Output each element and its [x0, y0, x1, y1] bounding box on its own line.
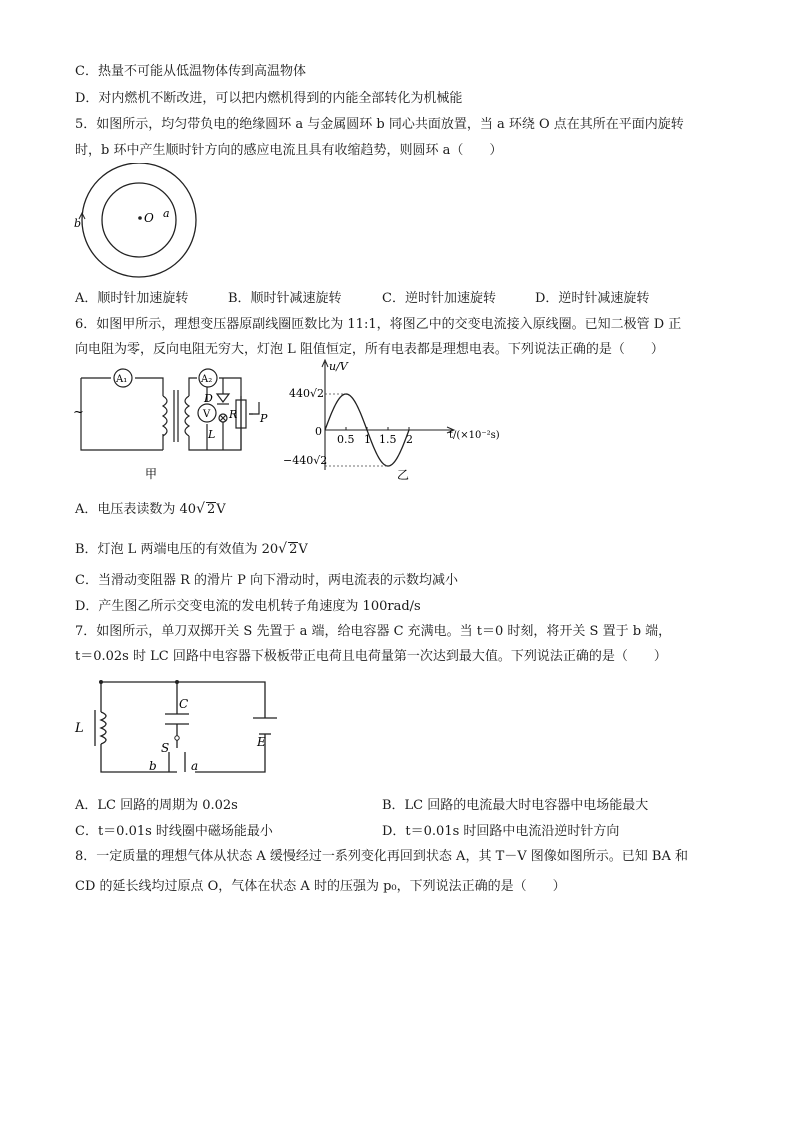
x-tick-label: 0.5 — [337, 433, 355, 446]
q5-option-a: A．顺时针加速旋转 — [75, 291, 189, 306]
x-tick-label: 1.5 — [379, 433, 397, 446]
q7-option-a: A．LC 回路的周期为 0.02s — [75, 798, 238, 813]
label-l: L — [208, 428, 216, 441]
label-a: a — [163, 207, 170, 220]
q5-option-b: B．顺时针减速旋转 — [228, 291, 342, 306]
q8-stem-line2: CD 的延长线均过原点 O，气体在状态 A 时的压强为 p₀，下列说法正确的是（ ） — [75, 879, 566, 894]
q6-option-a-root: 2 — [207, 502, 216, 517]
q6-stem-line2: 向电阻为零，反向电阻无穷大，灯泡 L 阻值恒定，所有电表都是理想电表。下列说法正确的是（ ） — [75, 342, 664, 357]
q5-option-d: D．逆时针减速旋转 — [535, 291, 650, 306]
label-d: D — [204, 392, 213, 405]
q8-stem-line1: 8．一定质量的理想气体从状态 A 缓慢经过一系列变化再回到状态 A，其 T－V 图像如图所示。已知 BA 和 — [75, 849, 688, 864]
q7-option-b: B．LC 回路的电流最大时电容器中电场能最大 — [382, 798, 649, 813]
label-e: E — [257, 735, 266, 749]
origin-label: 0 — [315, 425, 322, 438]
label-b: b — [74, 217, 82, 230]
option-c-prev: C．热量不可能从低温物体传到高温物体 — [75, 64, 306, 79]
q7-figure — [73, 674, 283, 784]
q6-option-c: C．当滑动变阻器 R 的滑片 P 向下滑动时，两电流表的示数均减小 — [75, 573, 459, 588]
q6-option-b-text: B．灯泡 L 两端电压的有效值为 20 — [75, 542, 279, 557]
q6-option-b: B．灯泡 L 两端电压的有效值为 20√ 2V — [75, 541, 308, 557]
q7-option-d: D．t＝0.01s 时回路中电流沿逆时针方向 — [382, 824, 620, 839]
q5-figure — [72, 163, 212, 283]
q7-stem-line1: 7．如图所示，单刀双掷开关 S 先置于 a 端，给电容器 C 充满电。当 t＝0 时刻，将开关 S 置于 b 端， — [75, 624, 672, 639]
x-tick-label: 2 — [406, 433, 413, 446]
label-p: P — [260, 412, 268, 425]
label-a2: A₂ — [201, 374, 213, 385]
caption-yi: 乙 — [397, 468, 410, 482]
option-d-prev: D．对内燃机不断改进，可以把内燃机得到的内能全部转化为机械能 — [75, 91, 463, 106]
label-b: b — [149, 759, 157, 773]
q6-option-b-unit: V — [298, 542, 308, 557]
label-s: S — [161, 741, 170, 755]
q6-option-a-text: A．电压表读数为 40 — [75, 502, 197, 517]
ring-b — [82, 163, 196, 277]
q5-stem-line2: 时，b 环中产生顺时针方向的感应电流且具有收缩趋势，则圆环 a（ ） — [75, 143, 503, 158]
label-v: V — [203, 409, 211, 420]
q6-chart-yi — [283, 358, 503, 483]
label-c: C — [179, 697, 189, 711]
q6-option-a: A．电压表读数为 40√ 2V — [75, 501, 226, 517]
caption-jia: 甲 — [145, 467, 158, 481]
y-axis-label: u/V — [329, 360, 348, 373]
q6-option-d: D．产生图乙所示交变电流的发电机转子角速度为 100rad/s — [75, 599, 421, 614]
q6-option-b-root: 2 — [289, 542, 298, 557]
ring-a — [102, 183, 176, 257]
x-axis-label: t/(×10⁻²s) — [449, 430, 500, 441]
center-dot — [138, 216, 142, 220]
label-O: O — [144, 211, 154, 225]
q6-figure-jia — [73, 366, 273, 486]
y-max-label: 440√2 — [289, 387, 325, 400]
q6-stem-line1: 6．如图甲所示，理想变压器原副线圈匝数比为 11:1，将图乙中的交变电流接入原线圈。已知二极管 D 正 — [75, 317, 682, 332]
ac-source-icon: ~ — [73, 405, 84, 420]
label-l: L — [75, 721, 84, 736]
q7-option-c: C．t＝0.01s 时线圈中磁场能最小 — [75, 824, 273, 839]
y-min-label: −440√2 — [283, 454, 328, 467]
label-a: a — [191, 759, 199, 773]
q7-stem-line2: t＝0.02s 时 LC 回路中电容器下极板带正电荷且电荷量第一次达到最大值。下列说法正确的是（ ） — [75, 649, 667, 664]
q5-stem-line1: 5．如图所示，均匀带负电的绝缘圆环 a 与金属圆环 b 同心共面放置，当 a 环绕 O 点在其所在平面内旋转 — [75, 117, 684, 132]
q6-option-a-unit: V — [216, 502, 226, 517]
x-tick-label: 1 — [364, 433, 371, 446]
label-r: R — [229, 408, 238, 421]
label-a1: A₁ — [116, 374, 128, 385]
q5-option-c: C．逆时针加速旋转 — [382, 291, 496, 306]
